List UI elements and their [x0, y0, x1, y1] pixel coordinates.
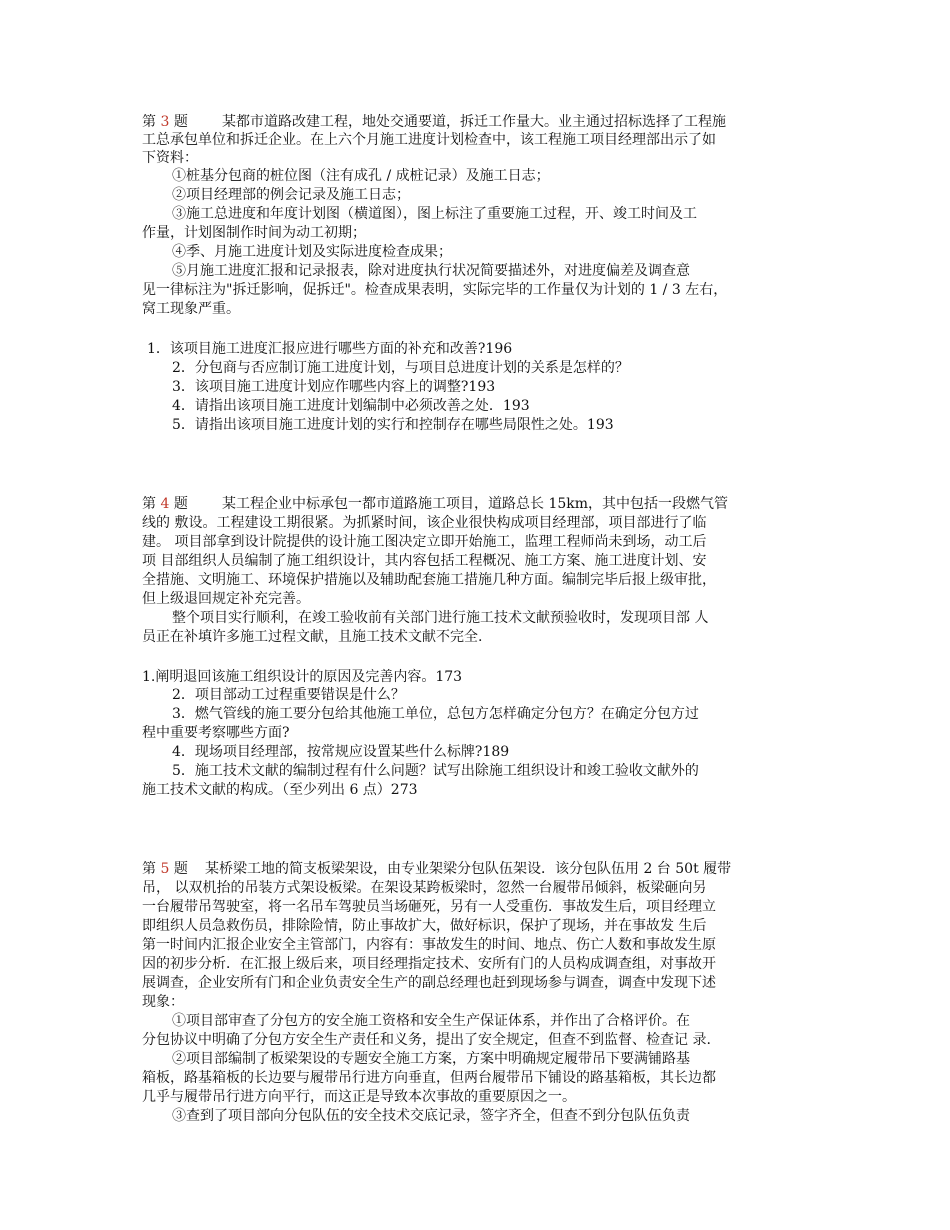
q4-label-pre: 第 [142, 496, 161, 512]
q5-line: 几乎与履带吊行进方向平行，而这正是导致本次事故的重要原因之一。 [142, 1089, 576, 1105]
q5-line: 第一时间内汇报企业安全主管部门，内容有：事故发生的时间、地点、伤亡人数和事故发生原 [142, 937, 716, 953]
q4-question: 3．燃气管线的施工要分包给其他施工单位，总包方怎样确定分包方？在确定分包方过 [172, 706, 699, 722]
q3-line: 窝工现象严重。 [142, 301, 240, 317]
q5-line: 分包协议中明确了分包方安全生产责任和义务，提出了安全规定，但查不到监督、检查记 录. [142, 1032, 711, 1048]
q3-number: 3 [160, 114, 170, 130]
q4-heading [142, 495, 188, 513]
q4-question: 施工技术文献的构成。（至少列出 6 点）273 [142, 782, 418, 798]
q5-line: ②项目部编制了板梁架设的专题安全施工方案，方案中明确规定履带吊下要满铺路基 [172, 1051, 690, 1067]
q5-line: ①项目部审查了分包方的安全施工资格和安全生产保证体系，并作出了合格评价。在 [172, 1013, 690, 1029]
q3-line: ②项目经理部的例会记录及施工日志； [172, 187, 410, 203]
q3-line: 工总承包单位和拆迁企业。在上六个月施工进度计划检查中，该工程施工项目经理部出示了如 [142, 132, 716, 148]
q4-line: 全措施、文明施工、环境保护措施以及辅助配套施工措施几种方面。编制完毕后报上级审批， [142, 572, 716, 588]
q5-heading [142, 860, 188, 878]
q3-line: 某都市道路改建工程，地处交通要道，拆迁工作量大。业主通过招标选择了工程施 [222, 114, 726, 130]
q3-label-pre: 第 [142, 114, 161, 130]
q4-question: 4．现场项目经理部，按常规应设置某些什么标牌?189 [172, 744, 510, 760]
q3-question: 5．请指出该项目施工进度计划的实行和控制存在哪些局限性之处。193 [172, 417, 614, 433]
q4-number: 4 [160, 496, 170, 512]
q3-line: ④季、月施工进度计划及实际进度检查成果； [172, 244, 452, 260]
q4-line: 项 目部组织人员编制了施工组织设计，其内容包括工程概况、施工方案、施工进度计划、安 [142, 553, 707, 569]
q3-label-post: 题 [169, 114, 188, 130]
q5-line: 箱板，路基箱板的长边要与履带吊行进方向垂直，但两台履带吊下铺设的路基箱板，其长边都 [142, 1070, 716, 1086]
q3-question: 4．请指出该项目施工进度计划编制中必须改善之处．193 [172, 398, 530, 414]
q4-line: 但上级退回规定补充完善。 [142, 591, 310, 607]
q4-question: 程中重要考察哪些方面? [142, 725, 290, 741]
q5-label-post: 题 [169, 861, 188, 877]
q5-line: 吊， 以双机抬的吊装方式架设板梁。在架设某跨板梁时，忽然一台履带吊倾斜，板梁砸向另 [142, 880, 707, 896]
q3-line: ⑤月施工进度汇报和记录报表，除对进度执行状况简要描述外，对进度偏差及调查意 [172, 263, 690, 279]
q3-heading [142, 113, 188, 131]
q5-number: 5 [160, 861, 170, 877]
q3-line: ③施工总进度和年度计划图（横道图），图上标注了重要施工过程，开、竣工时间及工 [172, 206, 697, 222]
q5-label-pre: 第 [142, 861, 161, 877]
q5-line: ③查到了项目部向分包队伍的安全技术交底记录，签字齐全，但查不到分包队伍负责 [172, 1108, 690, 1124]
q4-line: 建。 项目部拿到设计院提供的设计施工图决定立即开始施工，监理工程师尚未到场，动工后 [142, 534, 707, 550]
q5-line: 现象： [142, 994, 184, 1010]
q4-question: 2．项目部动工过程重要错误是什么？ [172, 687, 405, 703]
q4-line: 线的 敷设。工程建设工期很紧。为抓紧时间，该企业很快构成项目经理部，项目部进行了临 [142, 515, 707, 531]
q5-line: 展调查，企业安所有门和企业负责安全生产的副总经理也赶到现场参与调查，调查中发现下述 [142, 975, 716, 991]
q4-label-post: 题 [169, 496, 188, 512]
q4-line: 整个项目实行顺利，在竣工验收前有关部门进行施工技术文献预验收时，发现项目部 人 [172, 610, 709, 626]
q3-line: 见一律标注为"拆迁影响，促拆迁"。检查成果表明，实际完毕的工作量仅为计划的 1 / 3 左右， [142, 282, 728, 298]
q3-line: 下资料： [142, 150, 198, 166]
q3-line: 作量，计划图制作时间为动工初期； [142, 225, 366, 241]
q3-line: ①桩基分包商的桩位图（注有成孔 / 成桩记录）及施工日志； [172, 168, 550, 184]
q5-line: 一台履带吊驾驶室，将一名吊车驾驶员当场砸死，另有一人受重伤．事故发生后，项目经理立 [142, 899, 716, 915]
q3-question: 3．该项目施工进度计划应作哪些内容上的调整?193 [172, 379, 496, 395]
q4-question: 1.阐明退回该施工组织设计的原因及完善内容。173 [142, 669, 463, 685]
q5-line: 某桥梁工地的简支板梁架设，由专业架梁分包队伍架设．该分包队伍用 2 台 50t 履带 [205, 861, 732, 877]
q4-line: 员正在补填许多施工过程文献，且施工技术文献不完全. [142, 629, 483, 645]
q3-question: 1．该项目施工进度汇报应进行哪些方面的补充和改善?196 [147, 341, 513, 357]
q3-question: 2．分包商与否应制订施工进度计划，与项目总进度计划的关系是怎样的？ [172, 360, 629, 376]
q5-line: 即组织人员急救伤员，排除险情，防止事故扩大，做好标识，保护了现场，并在事故发 生后 [142, 918, 707, 934]
q4-line: 某工程企业中标承包一都市道路施工项目，道路总长 15km，其中包括一段燃气管 [222, 496, 729, 512]
q5-line: 因的初步分析．在汇报上级后来，项目经理指定技术、安所有门的人员构成调查组，对事故开 [142, 956, 716, 972]
q4-question: 5．施工技术文献的编制过程有什么问题？试写出除施工组织设计和竣工验收文献外的 [172, 763, 699, 779]
